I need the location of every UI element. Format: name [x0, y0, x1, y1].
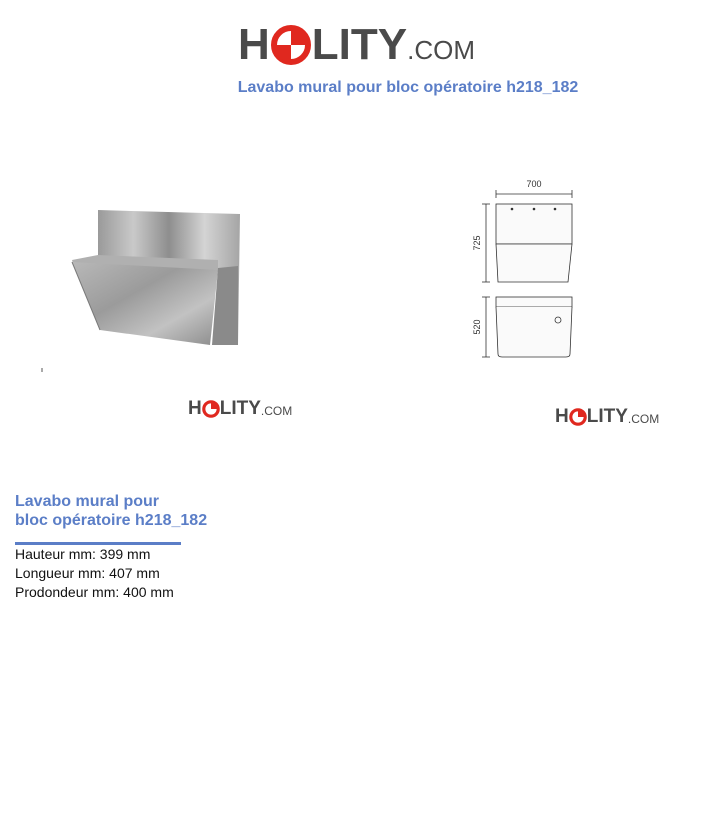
logo-o-icon	[271, 25, 311, 65]
logo-letter-h: H	[555, 406, 569, 427]
brand-logo[interactable]	[238, 8, 475, 70]
brand-logo-small	[188, 398, 292, 420]
spec-height: Hauteur mm: 399 mm	[15, 546, 151, 562]
logo-letter-h: H	[188, 398, 202, 419]
logo-letters: LITY	[219, 398, 261, 419]
width-dimension-label: 700	[526, 179, 542, 189]
depth-dimension-label: 520	[472, 319, 482, 335]
spec-depth: Prodondeur mm: 400 mm	[15, 584, 174, 600]
spec-length: Longueur mm: 407 mm	[15, 565, 160, 581]
brand-logo-small	[555, 406, 659, 428]
logo-letters: LITY	[311, 20, 408, 69]
height-dimension-label: 725	[472, 235, 482, 251]
product-heading-line: Lavabo mural pour	[15, 493, 160, 510]
page-title: Lavabo mural pour bloc opératoire h218_182	[237, 79, 579, 96]
spec-list	[15, 545, 174, 602]
logo-domain: .COM	[627, 412, 660, 426]
logo-o-icon	[569, 408, 587, 426]
product-photo[interactable]	[40, 200, 250, 380]
logo-domain: .COM	[260, 404, 293, 418]
logo-o-icon	[202, 400, 220, 418]
logo-domain: .COM	[407, 35, 475, 65]
product-heading	[15, 492, 275, 530]
product-heading-line: bloc opératoire h218_182	[15, 512, 208, 529]
logo-letter-h: H	[238, 20, 270, 69]
logo-letters: LITY	[586, 406, 628, 427]
technical-drawing[interactable]	[460, 172, 600, 367]
